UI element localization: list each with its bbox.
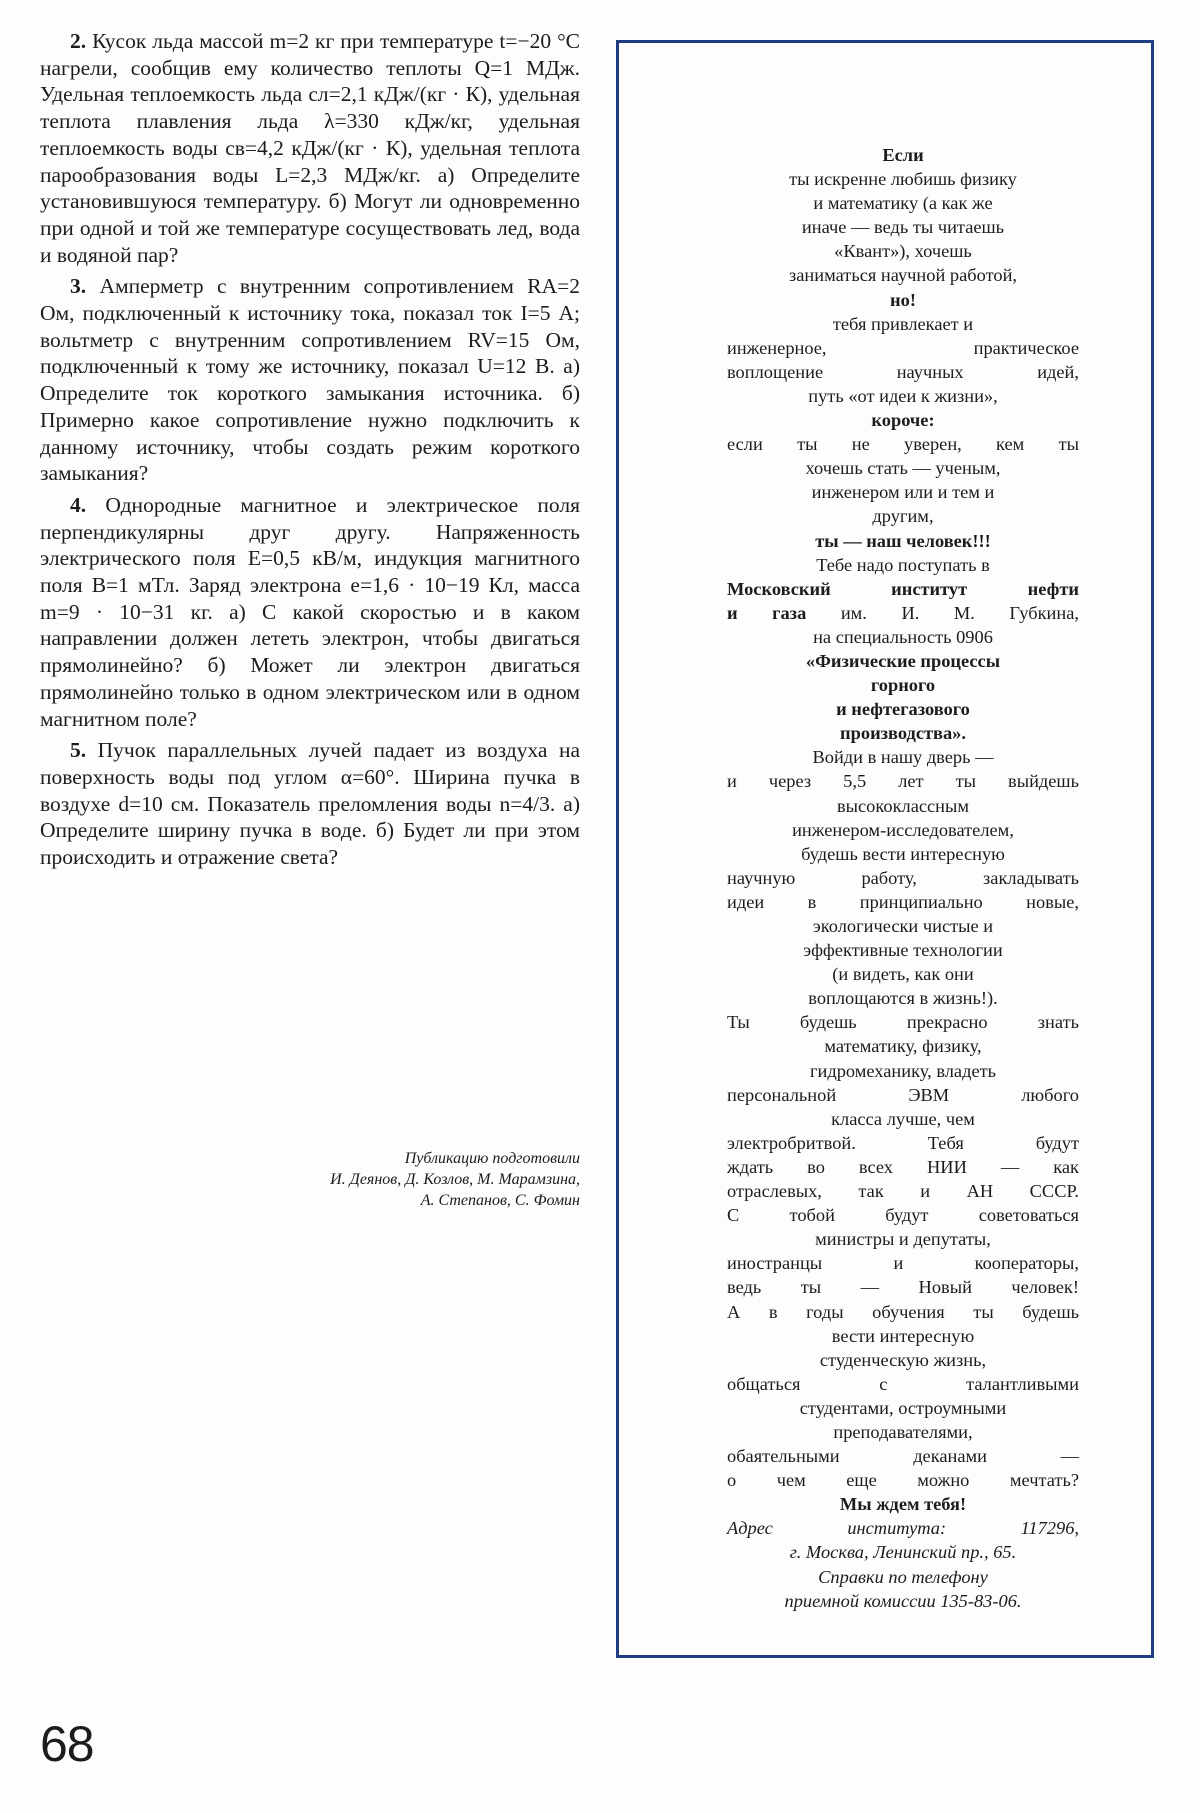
ad-line: инженерное, практическое [727, 337, 1079, 358]
publication-credits [140, 1148, 580, 1211]
ad-line: иначе — ведь ты читаешь [801, 217, 1005, 238]
ad-line: Войди в нашу дверь — [812, 747, 994, 768]
ad-line: иностранцы и кооператоры, [727, 1253, 1079, 1274]
ad-line: тебя привлекает и [832, 313, 974, 334]
ad-line: ведь ты — Новый человек! [727, 1277, 1079, 1298]
ad-line: ты искренне любишь физику [789, 169, 1017, 190]
ad-line: С тобой будут советоваться [727, 1205, 1079, 1226]
problem-text: Кусок льда массой m=2 кг при температуре t=−20 °С нагрели, сообщив ему количество теплоты Q=1 МДж. Удельная теплоемкость льда cл=2,1 кДж/(кг · К), удельная теплота плавления льда λ=330 кДж/кг, удельная теплоемкость воды cв=4,2 кДж/(кг · К), удельная теплота парообразования воды L=2,3 МДж/кг. а) Определите установившуюся температуру. б) Могут ли одновременно при одной и той же температуре сосуществовать лед, вода и водяной пар? [40, 29, 581, 267]
ad-line: Ты будешь прекрасно знать [727, 1012, 1079, 1033]
ad-line: воплощаются в жизнь!). [808, 988, 998, 1009]
ad-line: преподавателями, [833, 1421, 973, 1442]
ad-line: идеи в принципиально новые, [727, 891, 1079, 912]
ad-line: эффективные технологии [803, 940, 1003, 961]
problem-2 [40, 28, 580, 268]
ad-line: ты — наш человек!!! [815, 530, 991, 551]
ad-line: ждать во всех НИИ — как [727, 1156, 1079, 1177]
ad-line: «Квант»), хочешь [834, 241, 972, 262]
advertisement-text [727, 143, 1079, 1613]
ad-line: и нефтегазового [836, 699, 970, 720]
ad-line: А в годы обучения ты будешь [727, 1301, 1079, 1322]
ad-line: Тебе надо поступать в [816, 554, 990, 575]
ad-line: на специальность 0906 [813, 626, 993, 647]
ad-line: гидромеханику, владеть [809, 1060, 997, 1081]
institute-advertisement [616, 40, 1154, 1658]
ad-line: короче: [871, 410, 935, 431]
ad-line: обаятельными деканами — [727, 1446, 1079, 1467]
ad-line: «Физические процессы [805, 650, 1001, 671]
ad-line: Мы ждем тебя! [839, 1494, 967, 1515]
problem-4 [40, 492, 580, 732]
ad-line: другим, [872, 506, 934, 527]
problem-text: Однородные магнитное и электрическое поля перпендикулярны друг другу. Напряженность электрического поля E=0,5 кВ/м, индукция магнитного поля B=1 мТл. Заряд электрона e=1,6 · 10−19 Кл, масса m=9 · 10−31 кг. а) С какой скоростью и в каком направлении должен лететь электрон, чтобы двигаться прямолинейно? б) Может ли электрон двигаться прямолинейно только в одном электрическом или в одном магнитном поле? [40, 492, 581, 731]
problem-text: Пучок параллельных лучей падает из воздуха на поверхность воды под углом α=60°. Ширина пучка в воздухе d=10 см. Показатель преломления воды n=4/3. а) Определите ширину пучка в воде. б) Будет ли при этом происходить и отражение света? [40, 738, 581, 870]
problem-number: 3. [70, 274, 87, 299]
ad-line: и математику (а как же [813, 193, 993, 214]
ad-line-institute-name [727, 601, 1079, 625]
ad-line: воплощение научных идей, [727, 361, 1079, 382]
ad-line: математику, физику, [824, 1036, 982, 1057]
credits-heading: Публикацию подготовили [404, 1150, 580, 1167]
ad-line: Адрес института: 117296, [727, 1518, 1079, 1539]
ad-line: если ты не уверен, кем ты [727, 434, 1079, 455]
ad-line: путь «от идеи к жизни», [808, 385, 998, 406]
page-number: 68 [40, 1716, 94, 1772]
ad-line: (и видеть, как они [832, 964, 974, 985]
ad-line: отраслевых, так и АН СССР. [727, 1181, 1079, 1202]
ad-line: горного [870, 675, 936, 696]
ad-line: Справки по телефону [818, 1566, 988, 1587]
ad-line: персональной ЭВМ любого [727, 1084, 1079, 1105]
ad-line: приемной комиссии 135-83-06. [784, 1590, 1022, 1611]
ad-line: г. Москва, Ленинский пр., 65. [789, 1542, 1017, 1563]
ad-line: научную работу, закладывать [727, 867, 1079, 888]
problem-5 [40, 737, 580, 871]
ad-line: Московский институт нефти [727, 578, 1079, 599]
ad-line: заниматься научной работой, [788, 265, 1018, 286]
ad-line: электробритвой. Тебя будут [727, 1132, 1079, 1153]
ad-line-bold-part: и газа [727, 602, 807, 623]
ad-line: студентами, остроумными [799, 1397, 1007, 1418]
ad-line: и через 5,5 лет ты выйдешь [727, 771, 1079, 792]
ad-line: производства». [840, 723, 966, 744]
ad-line: инженером или и тем и [811, 482, 995, 503]
problem-text: Амперметр с внутренним сопротивлением RA=2 Ом, подключенный к источнику тока, показал ток I=5 А; вольтметр с внутренним сопротивлением RV=15 Ом, подключенный к тому же источнику, показал U=12 В. а) Определите ток короткого замыкания источника. б) Примерно какое сопротивление нужно подключить к данному источнику, чтобы создать режим короткого замыкания? [40, 274, 580, 486]
ad-line-regular-part: им. И. М. Губкина, [840, 602, 1079, 623]
ad-line: общаться с талантливыми [727, 1373, 1079, 1394]
problem-number: 5. [70, 738, 87, 763]
ad-line: но! [890, 289, 916, 310]
ad-line: экологически чистые и [812, 916, 994, 936]
problem-number: 2. [70, 29, 87, 53]
problems-column [40, 28, 580, 876]
ad-line: высококлассным [836, 795, 970, 816]
ad-line: о чем еще можно мечтать? [727, 1470, 1079, 1491]
problem-number: 4. [70, 492, 87, 517]
ad-line: студенческую жизнь, [819, 1349, 987, 1370]
ad-line: Если [882, 145, 924, 165]
ad-line: министры и депутаты, [815, 1229, 991, 1250]
credits-authors-1: И. Деянов, Д. Козлов, М. Марамзина, [330, 1171, 580, 1188]
ad-line: будешь вести интересную [801, 843, 1005, 864]
credits-authors-2: А. Степанов, С. Фомин [420, 1192, 580, 1209]
ad-line: инженером-исследователем, [792, 819, 1014, 840]
ad-line: хочешь стать — ученым, [805, 458, 1001, 479]
ad-line: класса лучше, чем [831, 1108, 975, 1129]
problem-3 [40, 273, 580, 487]
ad-line: вести интересную [831, 1325, 975, 1346]
